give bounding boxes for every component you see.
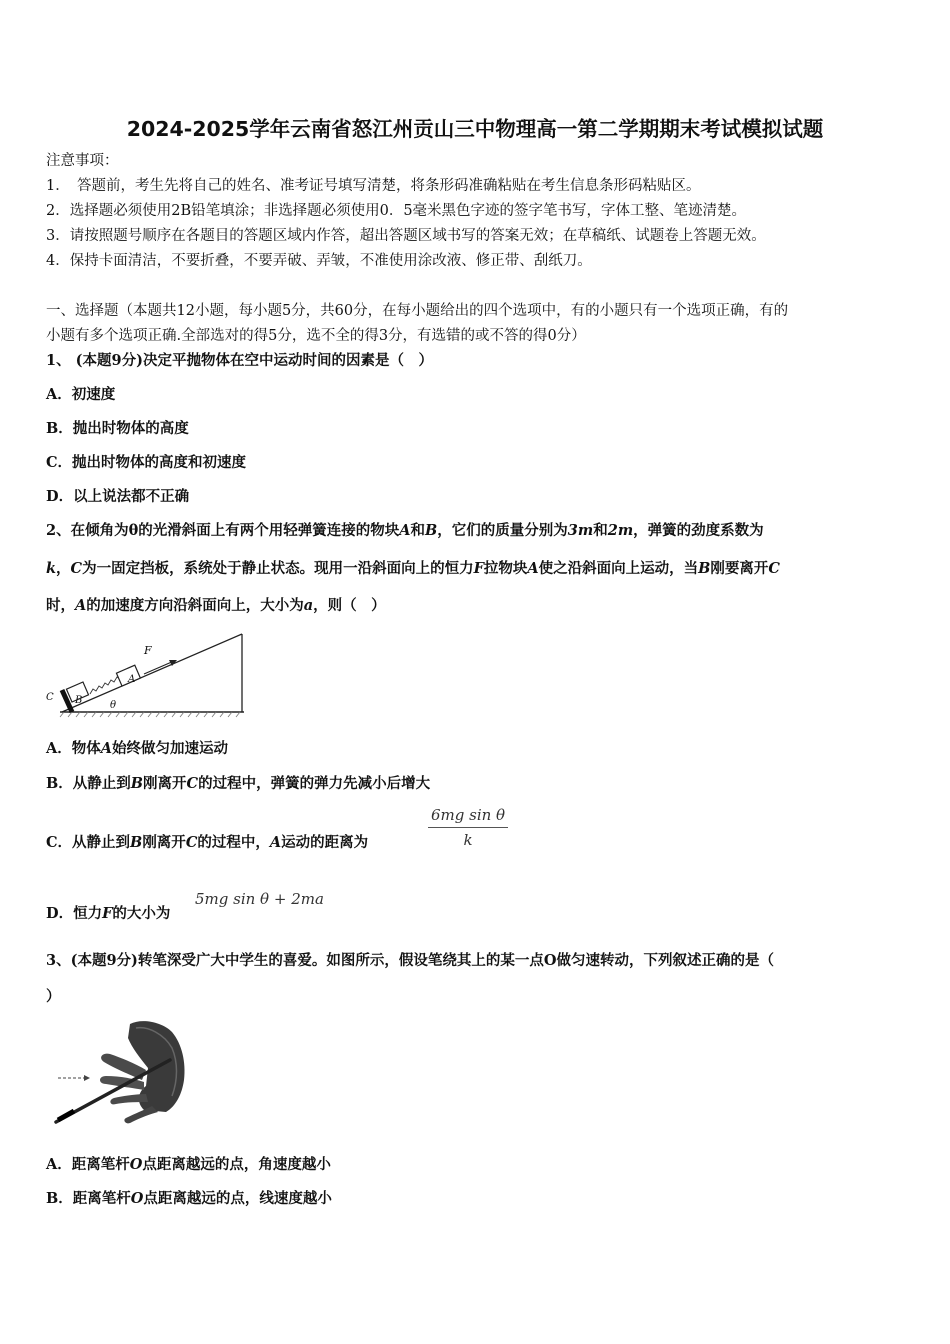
q1-option-c: C．抛出时物体的高度和初速度 xyxy=(46,454,247,471)
notice-heading: 注意事项： xyxy=(46,153,119,169)
q2-option-c: C．从静止到B刚离开C的过程中，A运动的距离为 xyxy=(46,834,369,851)
q1-option-a: A．初速度 xyxy=(46,386,116,403)
label-c: C xyxy=(46,692,54,703)
section-line-2: 小题有多个选项正确.全部选对的得5分，选不全的得3分，有选错的或不答的得0分） xyxy=(46,328,586,344)
q1-option-d: D．以上说法都不正确 xyxy=(46,488,190,505)
q2-stem-line-2: k，C为一固定挡板，系统处于静止状态。现用一沿斜面向上的恒力F拉物块A使之沿斜面向上运动，当B刚要离开C xyxy=(46,560,780,577)
q2-option-a: A．物体A始终做匀加速运动 xyxy=(46,740,229,757)
label-f: F xyxy=(144,644,152,657)
q3-option-a: A．距离笔杆O点距离越远的点，角速度越小 xyxy=(46,1156,331,1173)
q2-option-b: B．从静止到B刚离开C的过程中，弹簧的弹力先减小后增大 xyxy=(46,775,431,792)
q3-stem-line-2: ） xyxy=(46,988,61,1005)
q2-option-d: D．恒力F的大小为 xyxy=(46,905,171,922)
q1-option-b: B．抛出时物体的高度 xyxy=(46,420,189,437)
hand-pen-figure xyxy=(52,1018,188,1130)
notice-item-1: 1． 答题前，考生先将自己的姓名、准考证号填写清楚，将条形码准确粘贴在考生信息条形码粘贴区。 xyxy=(46,178,701,194)
formula-force: 5mg sin θ + 2ma xyxy=(195,890,324,908)
formula-distance: $\frac{\text{6mg sin θ}}{k}$ xyxy=(428,806,508,849)
q1-stem: 1、 (本题9分)决定平抛物体在空中运动时间的因素是（ ） xyxy=(46,352,433,369)
notice-item-2: 2．选择题必须使用2B铅笔填涂；非选择题必须使用0．5毫米黑色字迹的签字笔书写，字体工整、笔迹清楚。 xyxy=(46,203,747,219)
q3-option-b: B．距离笔杆O点距离越远的点，线速度越小 xyxy=(46,1190,332,1207)
label-a: A xyxy=(128,674,136,685)
label-b: B xyxy=(75,695,83,706)
q3-stem-line-1: 3、(本题9分)转笔深受广大中学生的喜爱。如图所示，假设笔绕其上的某一点O做匀速转动，下列叙述正确的是（ xyxy=(46,952,775,969)
notice-item-3: 3．请按照题号顺序在各题目的答题区域内作答，超出答题区域书写的答案无效；在草稿纸、试题卷上答题无效。 xyxy=(46,228,766,244)
section-line-1: 一、选择题（本题共12小题，每小题5分，共60分，在每小题给出的四个选项中，有的小题只有一个选项正确，有的 xyxy=(46,303,789,319)
notice-item-4: 4．保持卡面清洁，不要折叠，不要弄破、弄皱，不准使用涂改液、修正带、刮纸刀。 xyxy=(46,253,592,269)
incline-figure xyxy=(40,628,250,720)
q2-stem-line-3: 时，A的加速度方向沿斜面向上，大小为a，则（ ） xyxy=(46,597,386,614)
page-title: 2024-2025学年云南省怒江州贡山三中物理高一第二学期期末考试模拟试题 xyxy=(126,117,824,141)
label-theta: θ xyxy=(110,700,117,711)
q2-stem-line-1: 2、在倾角为θ的光滑斜面上有两个用轻弹簧连接的物块A和B，它们的质量分别为3m和2m，弹簧的劲度系数为 xyxy=(46,522,764,539)
